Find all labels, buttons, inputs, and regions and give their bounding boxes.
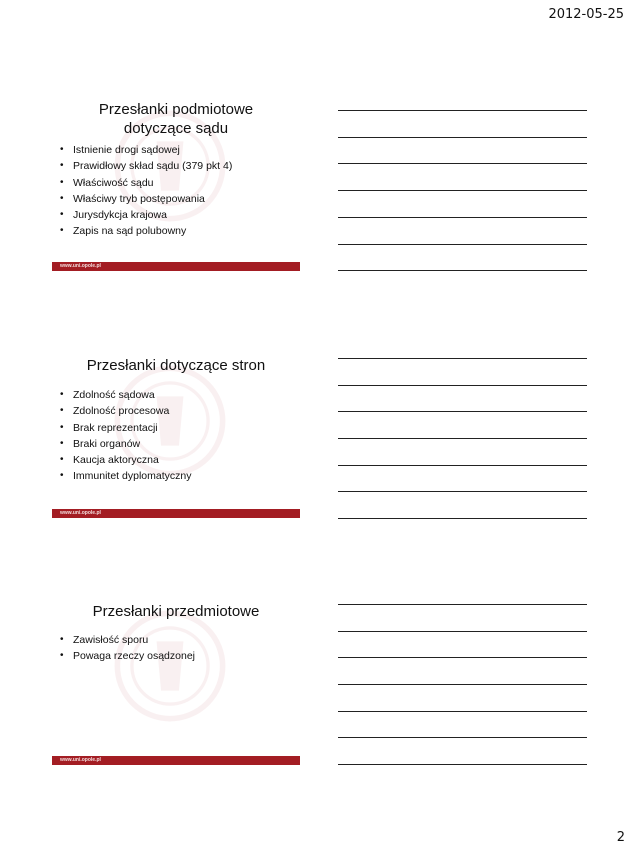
slide-footer-bar — [52, 262, 300, 271]
slide-title — [52, 100, 300, 138]
bullet-item: • Prawidłowy skład sądu (379 pkt 4) — [60, 158, 232, 174]
bullet-list — [60, 632, 195, 665]
bullet-item: • Immunitet dyplomatyczny — [60, 468, 191, 484]
bullet-item: • Zdolność sądowa — [60, 387, 191, 403]
note-line — [338, 737, 587, 738]
bullet-item: • Jurysdykcja krajowa — [60, 207, 232, 223]
slide-1 — [52, 92, 300, 267]
slide-title — [52, 356, 300, 375]
slide-title — [52, 602, 300, 621]
notes-lines-2 — [338, 348, 587, 518]
slide-title-line: Przesłanki przedmiotowe — [92, 603, 260, 620]
note-line — [338, 110, 587, 111]
bullet-item: • Zdolność procesowa — [60, 403, 191, 419]
note-line — [338, 491, 587, 492]
slide-title-line: dotyczące sądu — [123, 120, 229, 137]
note-line — [338, 604, 587, 605]
notes-lines-3 — [338, 594, 587, 764]
note-line — [338, 465, 587, 466]
print-date: 2012-05-25 — [548, 7, 624, 22]
note-line — [338, 358, 587, 359]
note-line — [338, 684, 587, 685]
bullet-list — [60, 387, 191, 485]
bullet-item: • Powaga rzeczy osądzonej — [60, 648, 195, 664]
note-line — [338, 764, 587, 765]
bullet-item: • Właściwość sądu — [60, 175, 232, 191]
slide-footer-bar — [52, 509, 300, 518]
slide-title-line: Przesłanki dotyczące stron — [86, 357, 266, 374]
note-line — [338, 711, 587, 712]
bullet-item: • Istnienie drogi sądowej — [60, 142, 232, 158]
university-seal-icon — [114, 610, 226, 722]
note-line — [338, 244, 587, 245]
page-number: 2 — [616, 830, 625, 845]
bullet-item: • Brak reprezentacji — [60, 420, 191, 436]
note-line — [338, 631, 587, 632]
note-line — [338, 190, 587, 191]
note-line — [338, 270, 587, 271]
slide-3 — [52, 592, 300, 767]
bullet-list — [60, 142, 232, 240]
footer-url: www.uni.opole.pl — [60, 510, 101, 516]
note-line — [338, 217, 587, 218]
note-line — [338, 137, 587, 138]
footer-url: www.uni.opole.pl — [60, 757, 101, 763]
slide-title-line: Przesłanki podmiotowe — [98, 101, 254, 118]
note-line — [338, 518, 587, 519]
note-line — [338, 411, 587, 412]
note-line — [338, 657, 587, 658]
note-line — [338, 438, 587, 439]
note-line — [338, 385, 587, 386]
bullet-item: • Zawisłość sporu — [60, 632, 195, 648]
bullet-item: • Właściwy tryb postępowania — [60, 191, 232, 207]
footer-url: www.uni.opole.pl — [60, 263, 101, 269]
slide-2 — [52, 347, 300, 522]
slide-footer-bar — [52, 756, 300, 765]
notes-lines-1 — [338, 100, 587, 270]
bullet-item: • Zapis na sąd polubowny — [60, 223, 232, 239]
bullet-item: • Kaucja aktoryczna — [60, 452, 191, 468]
note-line — [338, 163, 587, 164]
bullet-item: • Braki organów — [60, 436, 191, 452]
